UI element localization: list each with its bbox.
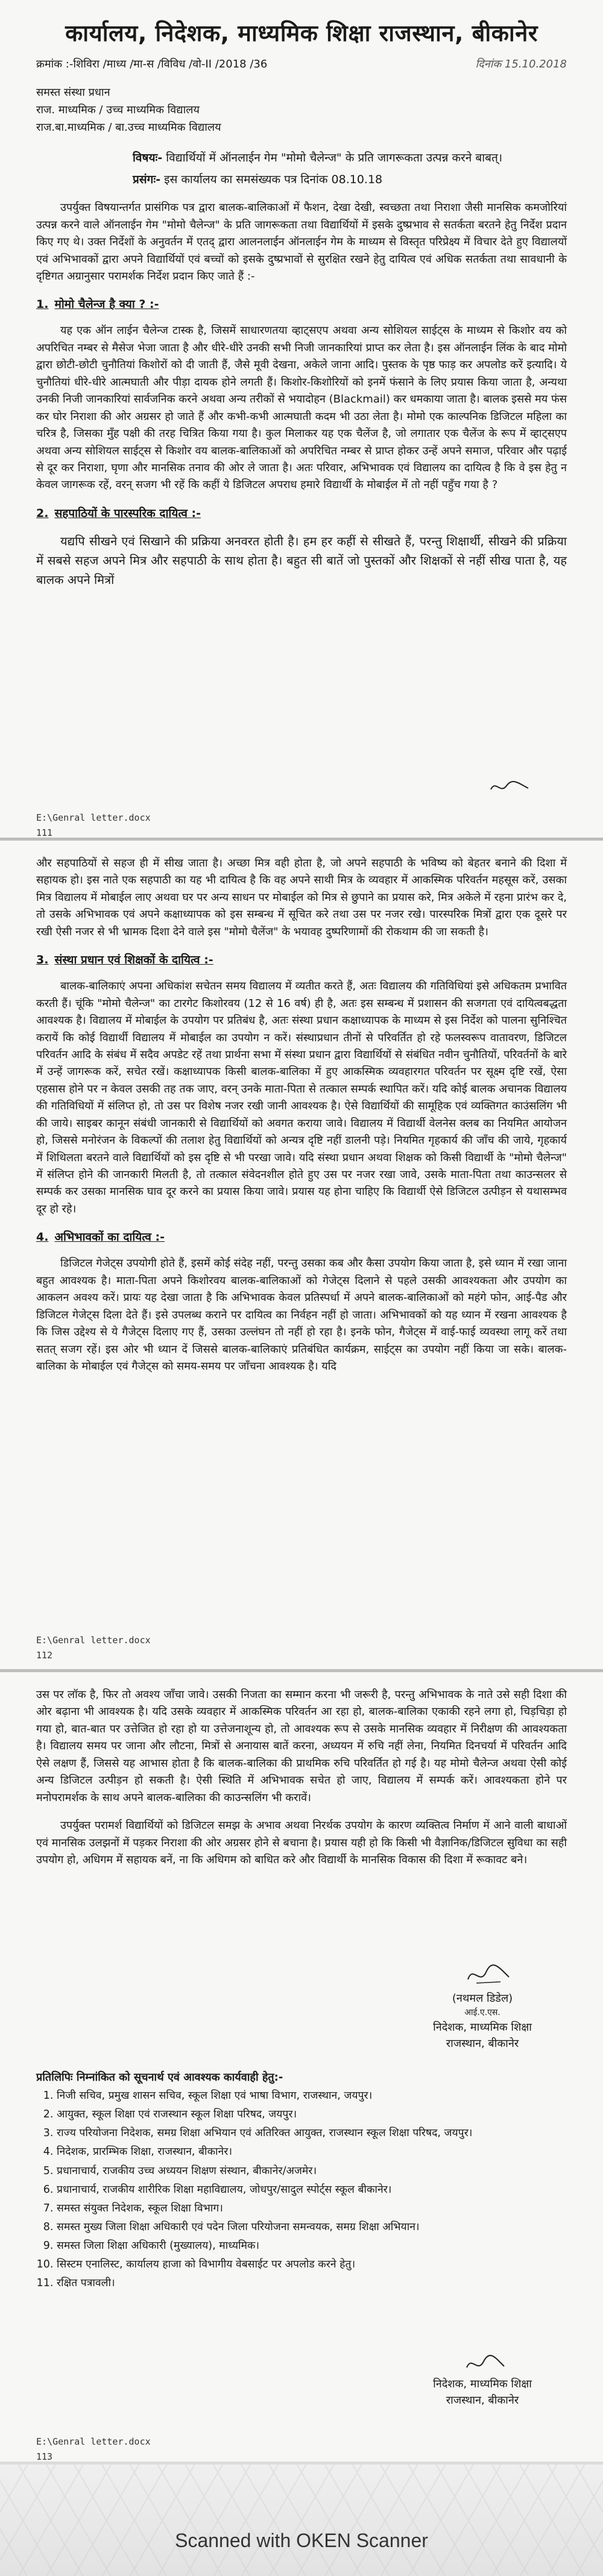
- list-item: 5. प्रधानाचार्य, राजकीय उच्च अध्ययन शिक्षण संस्थान, बीकानेर/अजमेर।: [57, 2163, 567, 2180]
- list-item: 2. आयुक्त, स्कूल शिक्षा एवं राजस्थान स्कूल शिक्षा परिषद, जयपुर।: [57, 2107, 567, 2123]
- list-item: 6. प्रधानाचार्य, राजकीय शारीरिक शिक्षा महाविद्यालय, जोधपुर/सादुल स्पोर्ट्स स्कूल बीकानेर।: [57, 2182, 567, 2198]
- letter-page-3: [0, 1672, 603, 2462]
- copy-list-title: प्रतिलिपिः निम्नांकित को सूचनार्थ एवं आवश्यक कार्यवाही हेतु:-: [36, 2071, 283, 2084]
- signatory-name: (नथमल डिडेल): [452, 1992, 513, 2005]
- continuation-paragraph: उस पर लॉक है, फिर तो अवश्य जाँचा जावे। उसकी निजता का सम्मान करना भी जरूरी है, परन्तु अभिभावक के नाते उसे सही दिशा की ओर बढ़ाना भी आवश्यक है। यदि उसके व्यवहार में आकस्मिक परिवर्तन आ रहा हो, बालक-बालिका एकाकी रहने लगा हो, चिड़चिड़ा हो गया हो, बात-बात पर उत्तेजित हो रहा हो या उत्तेजनाशून्य हो, तो आवश्यक रूप से उसके मानसिक व्यवहार में निरीक्षण की आवश्यकता है। विद्यालय समय पर जाना और लौटना, मित्रों से अनायास बातें करना, अध्ययन में रुचि नहीं लेना, नियमित दिनचर्या में परिवर्तन आदि ऐसे लक्षण हैं, जिससे यह आभास होता है कि बालक-बालिका की प्राथमिक रुचि परिवर्तित हो गई है। यह मोमो चैलेन्ज अथवा ऐसी कोई अन्य डिजिटल उत्पीड़न हो सकती है। ऐसी स्थिति में अभिभावक सचेत हो जाए, विद्यालय में सम्पर्क करें। आवश्यकता होने पर मनोपरामर्शक के साथ अपने बालक-बालिका की काउन्सलिंग भी करावें।: [36, 1688, 567, 1804]
- subject-text: विद्यार्थियों में ऑनलाईन गेम "मोमो चैलेन्ज" के प्रति जागरूकता उत्पन्न करने बाबत्।: [166, 151, 503, 165]
- office-title: कार्यालय, निदेशक, माध्यमिक शिक्षा राजस्थान, बीकानेर: [65, 20, 538, 46]
- list-item: 9. समस्त जिला शिक्षा अधिकारी (मुख्यालय), माध्यमिक।: [57, 2238, 567, 2254]
- scanner-footer-band: [0, 2465, 603, 2576]
- list-item: 10. सिस्टम एनालिस्ट, कार्यालय हाजा को विभागीय वेबसाईट पर अपलोड करने हेतु।: [57, 2257, 567, 2273]
- addressee-line: समस्त संस्था प्रधान: [36, 86, 110, 99]
- intro-paragraph: उपर्युक्त विषयान्तर्गत प्रासंगिक पत्र द्वारा बालक-बालिकाओं में फैशन, देखा देखी, स्वच्छता तथा निराशा जैसी मानसिक कमजोरियां उत्पन्न करने वाले ऑनलाईन गेम "मोमो चैलेन्ज" के प्रति जागरूकता तथा विद्यार्थियों में इसके दुष्प्रभाव से सतर्कता बरतने हेतु निर्देश प्रदान किए गए थे। उक्त निर्देशों के अनुवर्तन में एतद् द्वारा आलनलाईन ऑनलाईन गेम के माध्यम से विस्तृत परिप्रेक्ष्य में विचार देते हुए विद्यालयों एवं अभिभावकों द्वारा अपने विद्यार्थियों एवं बच्चों को इसके दुष्प्रभावों से सुरक्षित रखने हेतु दायित्व एवं अधिक सतर्कता तथा सावधानी के दृष्टिगत अग्रानुसार परामर्शक निर्देश प्रदान किए जाते हैं :-: [36, 201, 567, 283]
- scanner-watermark-text: Scanned with OKEN Scanner: [175, 2530, 428, 2551]
- closing-paragraph: उपर्युक्त परामर्श विद्यार्थियों को डिजिटल समझ के अभाव अथवा निरर्थक उपयोग के कारण व्यक्तित्व निर्माण में आने वाली बाधाओं एवं मानसिक उलझनों में पड़कर निराशा की ओर अग्रसर होने से बचाना है। प्रयास यही हो कि किसी भी वैज्ञानिक/डिजिटल सुविधा का सही उपयोग हो, अधिगम में सहायक बनें, ना कि अधिगम को बाधित करे और विद्यार्थी के मानसिक विकास की दिशा में रूकावट बने।: [36, 1819, 567, 1866]
- addressee-line: राज.बा.माध्यमिक / बा.उच्च माध्यमिक विद्यालय: [36, 121, 221, 134]
- list-item: 7. समस्त संयुक्त निदेशक, स्कूल शिक्षा विभाग।: [57, 2201, 567, 2217]
- list-item: 3. राज्य परियोजना निदेशक, समग्र शिक्षा अभियान एवं अतिरिक्त आयुक्त, राजस्थान स्कूल शिक्षा परिषद, जयपुर।: [57, 2125, 567, 2142]
- final-signatory-title: निदेशक, माध्यमिक शिक्षा: [433, 2378, 532, 2390]
- file-path: E:\Genral letter.docx: [36, 812, 151, 823]
- subject-block: [133, 149, 567, 189]
- initials-signature-icon: [488, 777, 531, 795]
- reference-row: [36, 57, 567, 71]
- list-item: 11. रक्षित पत्रावली।: [57, 2275, 567, 2292]
- file-path: E:\Genral letter.docx: [36, 2436, 151, 2447]
- section-3-text: बालक-बालिकाएं अपना अधिकांश सचेतन समय विद्यालय में व्यतीत करते हैं, अतः विद्यालय की गतिविधियां इसे अधिकतम प्रभावित करती हैं। चूंकि "मोमो चैलेन्ज" का टारगेट किशोरवय (12 से 16 वर्ष) ही है, अतः इस सम्बन्ध में प्रशासन की सजगता एवं दायित्वबद्धता आवश्यक है। विद्यालय में मोबाईल के उपयोग पर प्रतिबंध है, अतः संस्था प्रधान कक्षाध्यापक के माध्यम से इस निर्देश को पालना सुनिश्चित करायें कि कोई विद्यार्थी विद्यालय में मोबाईल का उपयोग न करें। संस्थाप्रधान तीनों से परिवर्तित हो रहे फलस्वरूप वातावरण, डिजिटल परिवर्तन आदि के संबंध में सदैव अपडेट रहें तथा प्रार्थना सभा में संस्था प्रधान द्वारा विद्यार्थियों से संबंधित नवीन चुनौतियों, परिवर्तनों के बारे में उन्हें जागरूक करें, सचेत रखें। कक्षाध्यापक किसी बालक-बालिका में हुए आकस्मिक व्यवहारगत परिवर्तन पर सूक्ष्म दृष्टि रखें, ऐसा एहसास होने पर न केवल उसकी तह तक जाए, वरन् उनके माता-पिता से तत्काल सम्पर्क स्थापित करें। यदि कोई बालक अचानक विद्यालय की गतिविधियों में संलिप्त हो, तो उस पर विशेष नजर रखी जानी आवश्यक है। ऐसे विद्यार्थियों की सामूहिक एवं व्यक्तिगत काउंसलिंग भी की जाये। साइबर कानून संबंधी जानकारी से विद्यार्थियों को अवगत कराया जावे। विद्यालय में विद्यार्थी वेलनेस क्लब का नियमित आयोजन हो, जिससे मनोरंजन के विकल्पों की तलाश हेतु विद्यार्थियों को अन्यत्र दृष्टि नहीं डालनी पड़े। नियमित गृहकार्य की जाँच की जाये, गृहकार्य में शिथिलता बरतने वाले विद्यार्थियों को इस दृष्टि से भी परखा जावे। यदि संस्था प्रधान अथवा शिक्षक को किसी विद्यार्थी के "मोमो चैलेन्ज" में संलिप्त होने की जानकारी मिलती है, तो तत्काल संवेदनशील होते हुए उस पर नजर रखा जावे, उसके माता-पिता तथा काउन्सलर से सम्पर्क कर उसका मानसिक घाव दूर करने का प्रयास किया जावे। प्रयास यह होना चाहिए कि विद्यार्थी ऐसे डिजिटल उत्पीड़न से यथासम्भव दूर हो रहे।: [36, 980, 567, 1215]
- final-signatory-block: [386, 2376, 579, 2408]
- letter-page-2: [0, 841, 603, 1669]
- final-signatory-place: राजस्थान, बीकानेर: [446, 2394, 519, 2407]
- decorative-pattern: [0, 2465, 603, 2576]
- page-number: 111: [36, 827, 53, 838]
- section-4-text: डिजिटल गेजेट्स उपयोगी होते हैं, इसमें कोई संदेह नहीं, परन्तु उसका कब और कैसा उपयोग किया जाता है, इसे ध्यान में रखा जाना बहुत आवश्यक है। माता-पिता अपने किशोरवय बालक-बालिकाओं को गेजेट्स दिलाने से पहले उसकी आवश्यकता और उपयोग का आकलन अवश्य करें। प्रायः यह देखा जाता है कि अभिभावक केवल प्रतिस्पर्धा में अपने बालक-बालिकाओं को महंगे फोन, आई-पैड और डिजिटल गेजेट्स दिला देते हैं। इसे उपलब्ध कराने पर दायित्व का निर्वहन नहीं हो जाता। अभिभावकों को यह ध्यान में रखना आवश्यक है कि जिस उद्देश्य से ये गैजेट्स दिलाए गए हैं, उसका उल्लंघन तो नहीं हो रहा है। इनके फोन, गैजेट्स में वाई-फाई व्यवस्था लागू करें तथा सतत् सजग रहें। इस ओर भी ध्यान दें जिससे बालक-बालिकाएं प्रतिबंधित कार्यक्रम, साईट्स का उपयोग नहीं किया जा सके। बालक-बालिका के मोबाईल एवं गैजेट्स को समय-समय पर जाँचना आवश्यक है। यदि: [36, 1257, 567, 1373]
- list-item: 8. समस्त मुख्य जिला शिक्षा अधिकारी एवं पदेन जिला परियोजना समन्वयक, समग्र शिक्षा अभियान।: [57, 2219, 567, 2236]
- page-number: 113: [36, 2451, 53, 2462]
- signatory-note: आई.ए.एस.: [464, 2008, 500, 2017]
- reference-text: इस कार्यालय का समसंख्यक पत्र दिनांक 08.10.18: [164, 172, 383, 186]
- reference-label: प्रसंगः-: [133, 172, 161, 186]
- section-1-text: यह एक ऑन लाईन चैलेन्ज टास्क है, जिसमें साधारणतया व्हाट्सएप अथवा अन्य सोशियल साईट्स के माध्यम से किशोर वय को अपरिचित नम्बर से मैसेज भेजा जाता है और धीरे-धीरे उनकी सभी निजी जानकारियां प्राप्त कर लेता है। इस ऑनलाईन लिंक के बाद मोमो द्वारा छोटी-छोटी चुनौतियां किशोरों को दी जाती हैं, जैसे मूवी देखना, अकेले जाना आदि। पुस्तक के पृष्ठ फाड़ कर अपलोड करें इत्यादि। ये चुनौतियां धीरे-धीरे आत्मघाती और पीड़ा दायक होने लगती हैं। किशोर-किशोरियों को इनमें फंसाने के लिए प्रयास किया जाता है, अन्यथा उनकी निजी जानकारियां सार्वजनिक करने अथवा अन्य तरीकों से भयादोहन (Blackmail) कर धमकाया जाता है। बालक इससे मय फंस कर घोर निराशा की ओर अग्रसर हो जाते हैं और कभी-कभी आत्मघाती कदम भी उठा लेता है। मोमो एक काल्पनिक डिजिटल महिला का चरित्र है, जिसका मुँह पक्षी की तरह चित्रित किया गया है। कुल मिलाकर यह एक चैलेंज है, जो लगातार एक चैलेंज के रूप में व्हाट्सएप अथवा अन्य सोशियल साईट्स से किशोर वय बालक-बालिकाओं को अपरिचित नम्बर से प्राप्त होकर उन्हें अपने समाज, परिवार और पढ़ाई से दूर कर निराशा, घृणा और मानसिक तनाव की ओर ले जाता है। अतः परिवार, अभिभावक एवं विद्यालय का दायित्व है कि वे इस हेतु न केवल जागरूक रहें, वरन् सजग भी रहें कि कहीं ये डिजिटल अपराध हमारे विद्यार्थी के मोबाईल में तो नहीं पहुँच गया है ?: [36, 324, 567, 492]
- reference-date: दिनांक 15.10.2018: [475, 58, 567, 71]
- file-path: E:\Genral letter.docx: [36, 1635, 151, 1646]
- addressee-line: राज. माध्यमिक / उच्च माध्यमिक विद्यालय: [36, 103, 200, 116]
- signatory-place: राजस्थान, बीकानेर: [446, 2037, 519, 2050]
- signature-icon: [464, 2353, 507, 2375]
- letter-page-1: [0, 0, 603, 838]
- signatory-block: [386, 1990, 579, 2052]
- addressee-block: [36, 84, 567, 136]
- list-item: 4. निदेशक, प्रारम्भिक शिक्षा, राजस्थान, बीकानेर।: [57, 2144, 567, 2160]
- continuation-paragraph: और सहपाठियों से सहज ही में सीख जाता है। अच्छा मित्र वही होता है, जो अपने सहपाठी के भविष्य को बेहतर बनाने की दिशा में सहायक हो। इस नाते एक सहपाठी का यह भी दायित्व है कि वह अपने साथी मित्र के व्यवहार में आकस्मिक परिवर्तन महसूस करें, उसका मित्र विद्यालय में मोबाईल लाए अथवा घर पर अन्य साधन पर मोबाईल को मित्र से छुपाने का प्रयास करे, मित्र अकेले में रहना प्रारंभ कर दे, तो उसके अभिभावक एवं अपने कक्षाध्यापक को इस सम्बन्ध में सूचित करे तथा उस पर नजर रखे। पारस्परिक मित्रों द्वारा एक दूसरे पर रखी ऐसी नजर से भी भ्रामक दिशा देने वाले इस "मोमो चैलेंज" के भयावह दुष्परिणामों की रोकथाम की जा सकती है।: [36, 857, 567, 938]
- copy-list-block: [36, 2070, 567, 2294]
- list-item: 1. निजी सचिव, प्रमुख शासन सचिव, स्कूल शिक्षा एवं भाषा विभाग, राजस्थान, जयपुर।: [57, 2088, 567, 2104]
- subject-label: विषयः-: [133, 151, 163, 165]
- copy-list: [36, 2088, 567, 2292]
- reference-number: क्रमांक :-शिविरा /माध्य /मा-स /विविध /वो-II /2018 /36: [36, 58, 268, 71]
- section-1-heading: 1. मोमो चैलेन्ज है क्या ? :-: [36, 298, 159, 312]
- section-2-text: यद्यपि सीखने एवं सिखाने की प्रक्रिया अनवरत होती है। हम हर कहीं से सीखते हैं, परन्तु शिक्षार्थी, सीखने की प्रक्रिया में सबसे सहज अपने मित्र और सहपाठी के साथ होता है। बहुत सी बातें जो पुस्तकों और शिक्षकों से नहीं सीख पाता है, यह बालक अपने मित्रों: [36, 533, 567, 587]
- signatory-title: निदेशक, माध्यमिक शिक्षा: [433, 2021, 532, 2034]
- section-3-heading: 3. संस्था प्रधान एवं शिक्षकों के दायित्व :-: [36, 953, 213, 967]
- page-number: 112: [36, 1650, 53, 1661]
- section-4-heading: 4. अभिभावकों का दायित्व :-: [36, 1230, 165, 1244]
- signature-icon: [464, 1961, 513, 1988]
- section-2-heading: 2. सहपाठियों के पारस्परिक दायित्व :-: [36, 506, 201, 520]
